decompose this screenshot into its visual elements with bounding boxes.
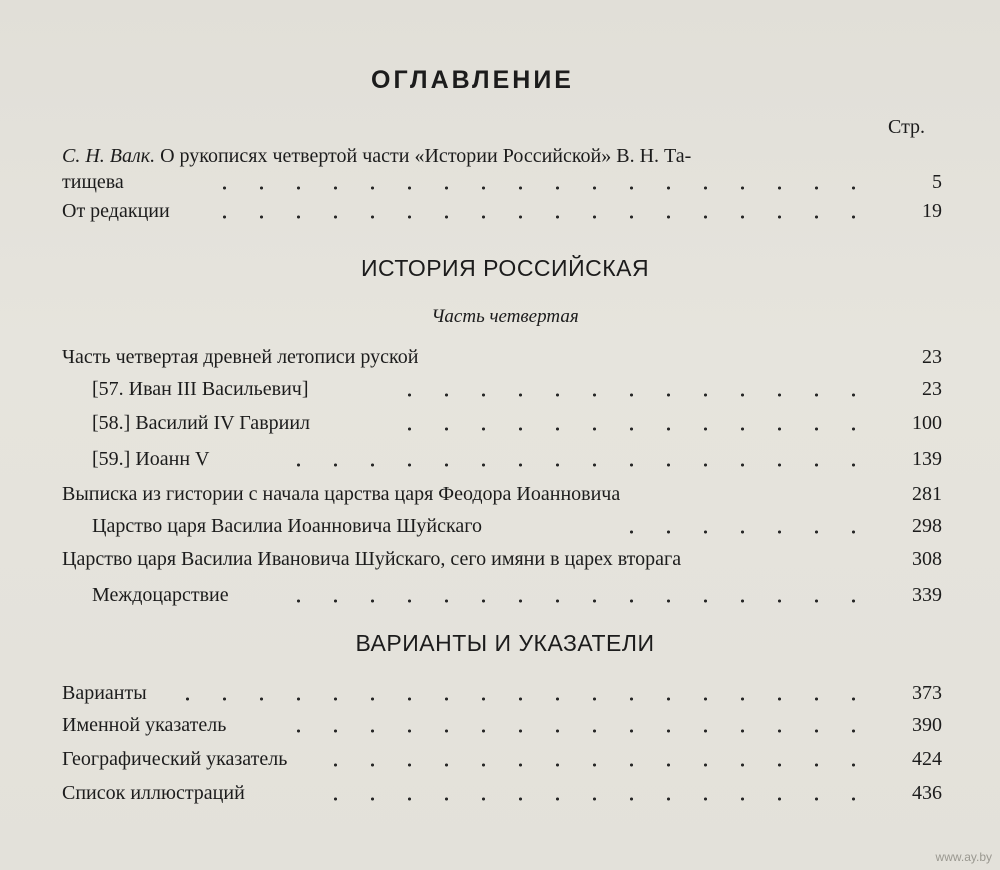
toc-entry — [92, 584, 942, 614]
toc-entry — [62, 748, 942, 778]
toc-entry — [62, 346, 942, 376]
toc-entry — [92, 412, 942, 442]
page-number: 436 — [912, 782, 942, 804]
watermark: www.ay.by — [935, 850, 992, 864]
leader-dots — [272, 729, 872, 733]
toc-entry — [92, 378, 942, 408]
page-number: 100 — [912, 412, 942, 434]
page-number: 308 — [912, 548, 942, 570]
leader-dots — [292, 599, 872, 603]
entry-text: От редакции — [62, 200, 170, 222]
page-number: 424 — [912, 748, 942, 770]
toc-entry — [62, 782, 942, 812]
entry-text: Именной указатель — [62, 714, 227, 736]
leader-dots — [382, 393, 872, 397]
leader-dots — [202, 186, 872, 190]
entry-text: Междоцарствие — [92, 584, 229, 606]
entry-text: Царство царя Василиа Иоанновича Шуйскаго — [92, 515, 482, 537]
leader-dots — [332, 763, 872, 767]
toc-entry — [62, 714, 942, 744]
leader-dots — [302, 797, 872, 801]
toc-entry — [62, 548, 942, 578]
toc-entry — [92, 448, 942, 478]
page-number: 339 — [912, 584, 942, 606]
leader-dots — [172, 697, 872, 701]
entry-text: [59.] Иоанн V — [92, 448, 210, 470]
page-title: ОГЛАВЛЕНИЕ — [371, 66, 574, 94]
author-name: С. Н. Валк. — [62, 145, 156, 167]
entry-text: Часть четвертая древней летописи руской — [62, 346, 419, 368]
entry-text: Царство царя Василиа Ивановича Шуйскаго, сего имяни в царех вторага — [62, 548, 682, 570]
toc-entry — [92, 515, 942, 545]
leader-dots — [202, 215, 872, 219]
toc-entry — [62, 483, 942, 513]
entry-text: Варианты — [62, 682, 147, 704]
entry-text: Выписка из гистории с начала царства царя Феодора Иоанновича — [62, 483, 621, 505]
toc-entry — [62, 682, 942, 712]
entry-text: тищева — [62, 171, 124, 193]
page-number: 281 — [912, 483, 942, 505]
page-number: 5 — [932, 171, 942, 193]
entry-text: Географический указатель — [62, 748, 288, 770]
entry-text: [58.] Василий IV Гавриил — [92, 412, 311, 434]
page-number: 373 — [912, 682, 942, 704]
toc-entry — [62, 200, 942, 230]
page-number: 298 — [912, 515, 942, 537]
page-number: 23 — [922, 346, 942, 368]
section-subheading: Часть четвертая — [431, 306, 579, 327]
toc-entry-continuation — [62, 171, 942, 201]
section-heading: ИСТОРИЯ РОССИЙСКАЯ — [360, 255, 650, 281]
page-column-label: Стр. — [888, 116, 926, 138]
page-number: 19 — [922, 200, 942, 222]
section-heading: ВАРИАНТЫ И УКАЗАТЕЛИ — [355, 630, 655, 656]
page-number: 23 — [922, 378, 942, 400]
leader-dots — [292, 463, 872, 467]
entry-text: О рукописях четвертой части «Истории Российской» В. Н. Та- — [160, 145, 692, 167]
entry-text: [57. Иван III Васильевич] — [92, 378, 309, 400]
leader-dots — [392, 427, 872, 431]
page-number: 390 — [912, 714, 942, 736]
leader-dots — [612, 530, 872, 534]
entry-text: Список иллюстраций — [62, 782, 245, 804]
page-number: 139 — [912, 448, 942, 470]
